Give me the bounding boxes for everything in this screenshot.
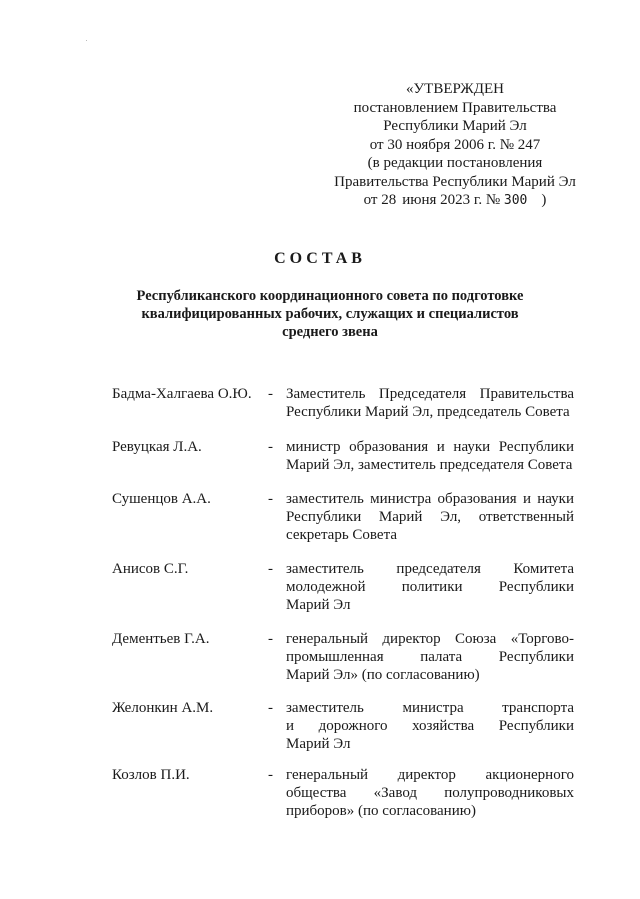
member-position-line: Заместитель Председателя Правительства (286, 386, 574, 402)
member-name: Бадма-Халгаева О.Ю. (112, 386, 252, 402)
approval-block (300, 80, 610, 211)
member-name: Желонкин А.М. (112, 700, 214, 716)
member-dash: - (268, 631, 273, 647)
member-name: Ревуцкая Л.А. (112, 439, 202, 455)
member-position (286, 699, 574, 753)
approval-date-middle: июня 2023 г. № (402, 192, 501, 208)
member-position-line: Республики Марий Эл, ответственный (286, 509, 574, 525)
member-dash: - (268, 491, 273, 507)
approval-line: Правительства Республики Марий Эл (334, 173, 576, 190)
member-position (286, 385, 574, 421)
member-position-line: Марий Эл, заместитель председателя Совета (286, 457, 573, 473)
approval-date-number: 300 (503, 193, 528, 208)
member-position-line: Марий Эл (286, 597, 351, 613)
member-position (286, 490, 574, 544)
scan-speck (86, 40, 87, 41)
member-dash: - (268, 700, 273, 716)
member-dash: - (268, 386, 273, 402)
member-position-line: заместитель министра транспорта (286, 700, 574, 716)
subtitle-line: среднего звена (282, 324, 378, 340)
member-position-line: и дорожного хозяйства Республики (286, 718, 574, 734)
approval-date-line (300, 191, 610, 211)
member-dash: - (268, 561, 273, 577)
member-position-line: промышленная палата Республики (286, 649, 574, 665)
member-position (286, 438, 574, 474)
member-position-line: заместитель министра образования и науки (286, 491, 574, 507)
document-title: СОСТАВ (274, 250, 366, 267)
document-subtitle (120, 287, 540, 341)
member-name: Сушенцов А.А. (112, 491, 211, 507)
member-dash: - (268, 439, 273, 455)
member-position-line: Марий Эл» (по согласованию) (286, 667, 480, 683)
member-position-line: приборов» (по согласованию) (286, 803, 476, 819)
approval-line: «УТВЕРЖДЕН (406, 81, 504, 97)
approval-line: Республики Марий Эл (383, 118, 527, 134)
subtitle-line: квалифицированных рабочих, служащих и специалистов (141, 306, 519, 322)
member-position-line: генеральный директор акционерного (286, 767, 574, 783)
approval-line: постановлением Правительства (353, 99, 557, 116)
approval-date-prefix: от 28 (363, 192, 397, 208)
member-position-line: секретарь Совета (286, 527, 397, 543)
member-position-line: заместитель председателя Комитета (286, 561, 574, 577)
member-name: Анисов С.Г. (112, 561, 189, 577)
member-position-line: генеральный директор Союза «Торгово- (286, 631, 574, 647)
approval-date-tail: ) (541, 192, 547, 208)
member-position-line: Марий Эл (286, 736, 351, 752)
member-position-line: молодежной политики Республики (286, 579, 574, 595)
member-position-line: Республики Марий Эл, председатель Совета (286, 404, 570, 420)
subtitle-line: Республиканского координационного совета по подготовке (136, 288, 524, 304)
member-name: Козлов П.И. (112, 767, 190, 783)
approval-line: от 30 ноября 2006 г. № 247 (369, 136, 541, 153)
member-position-line: общества «Завод полупроводниковых (286, 785, 574, 801)
member-position (286, 766, 574, 820)
approval-line: (в редакции постановления (367, 155, 543, 171)
member-dash: - (268, 767, 273, 783)
member-name: Дементьев Г.А. (112, 631, 210, 647)
member-position-line: министр образования и науки Республики (286, 439, 574, 455)
member-position (286, 630, 574, 684)
member-position (286, 560, 574, 614)
